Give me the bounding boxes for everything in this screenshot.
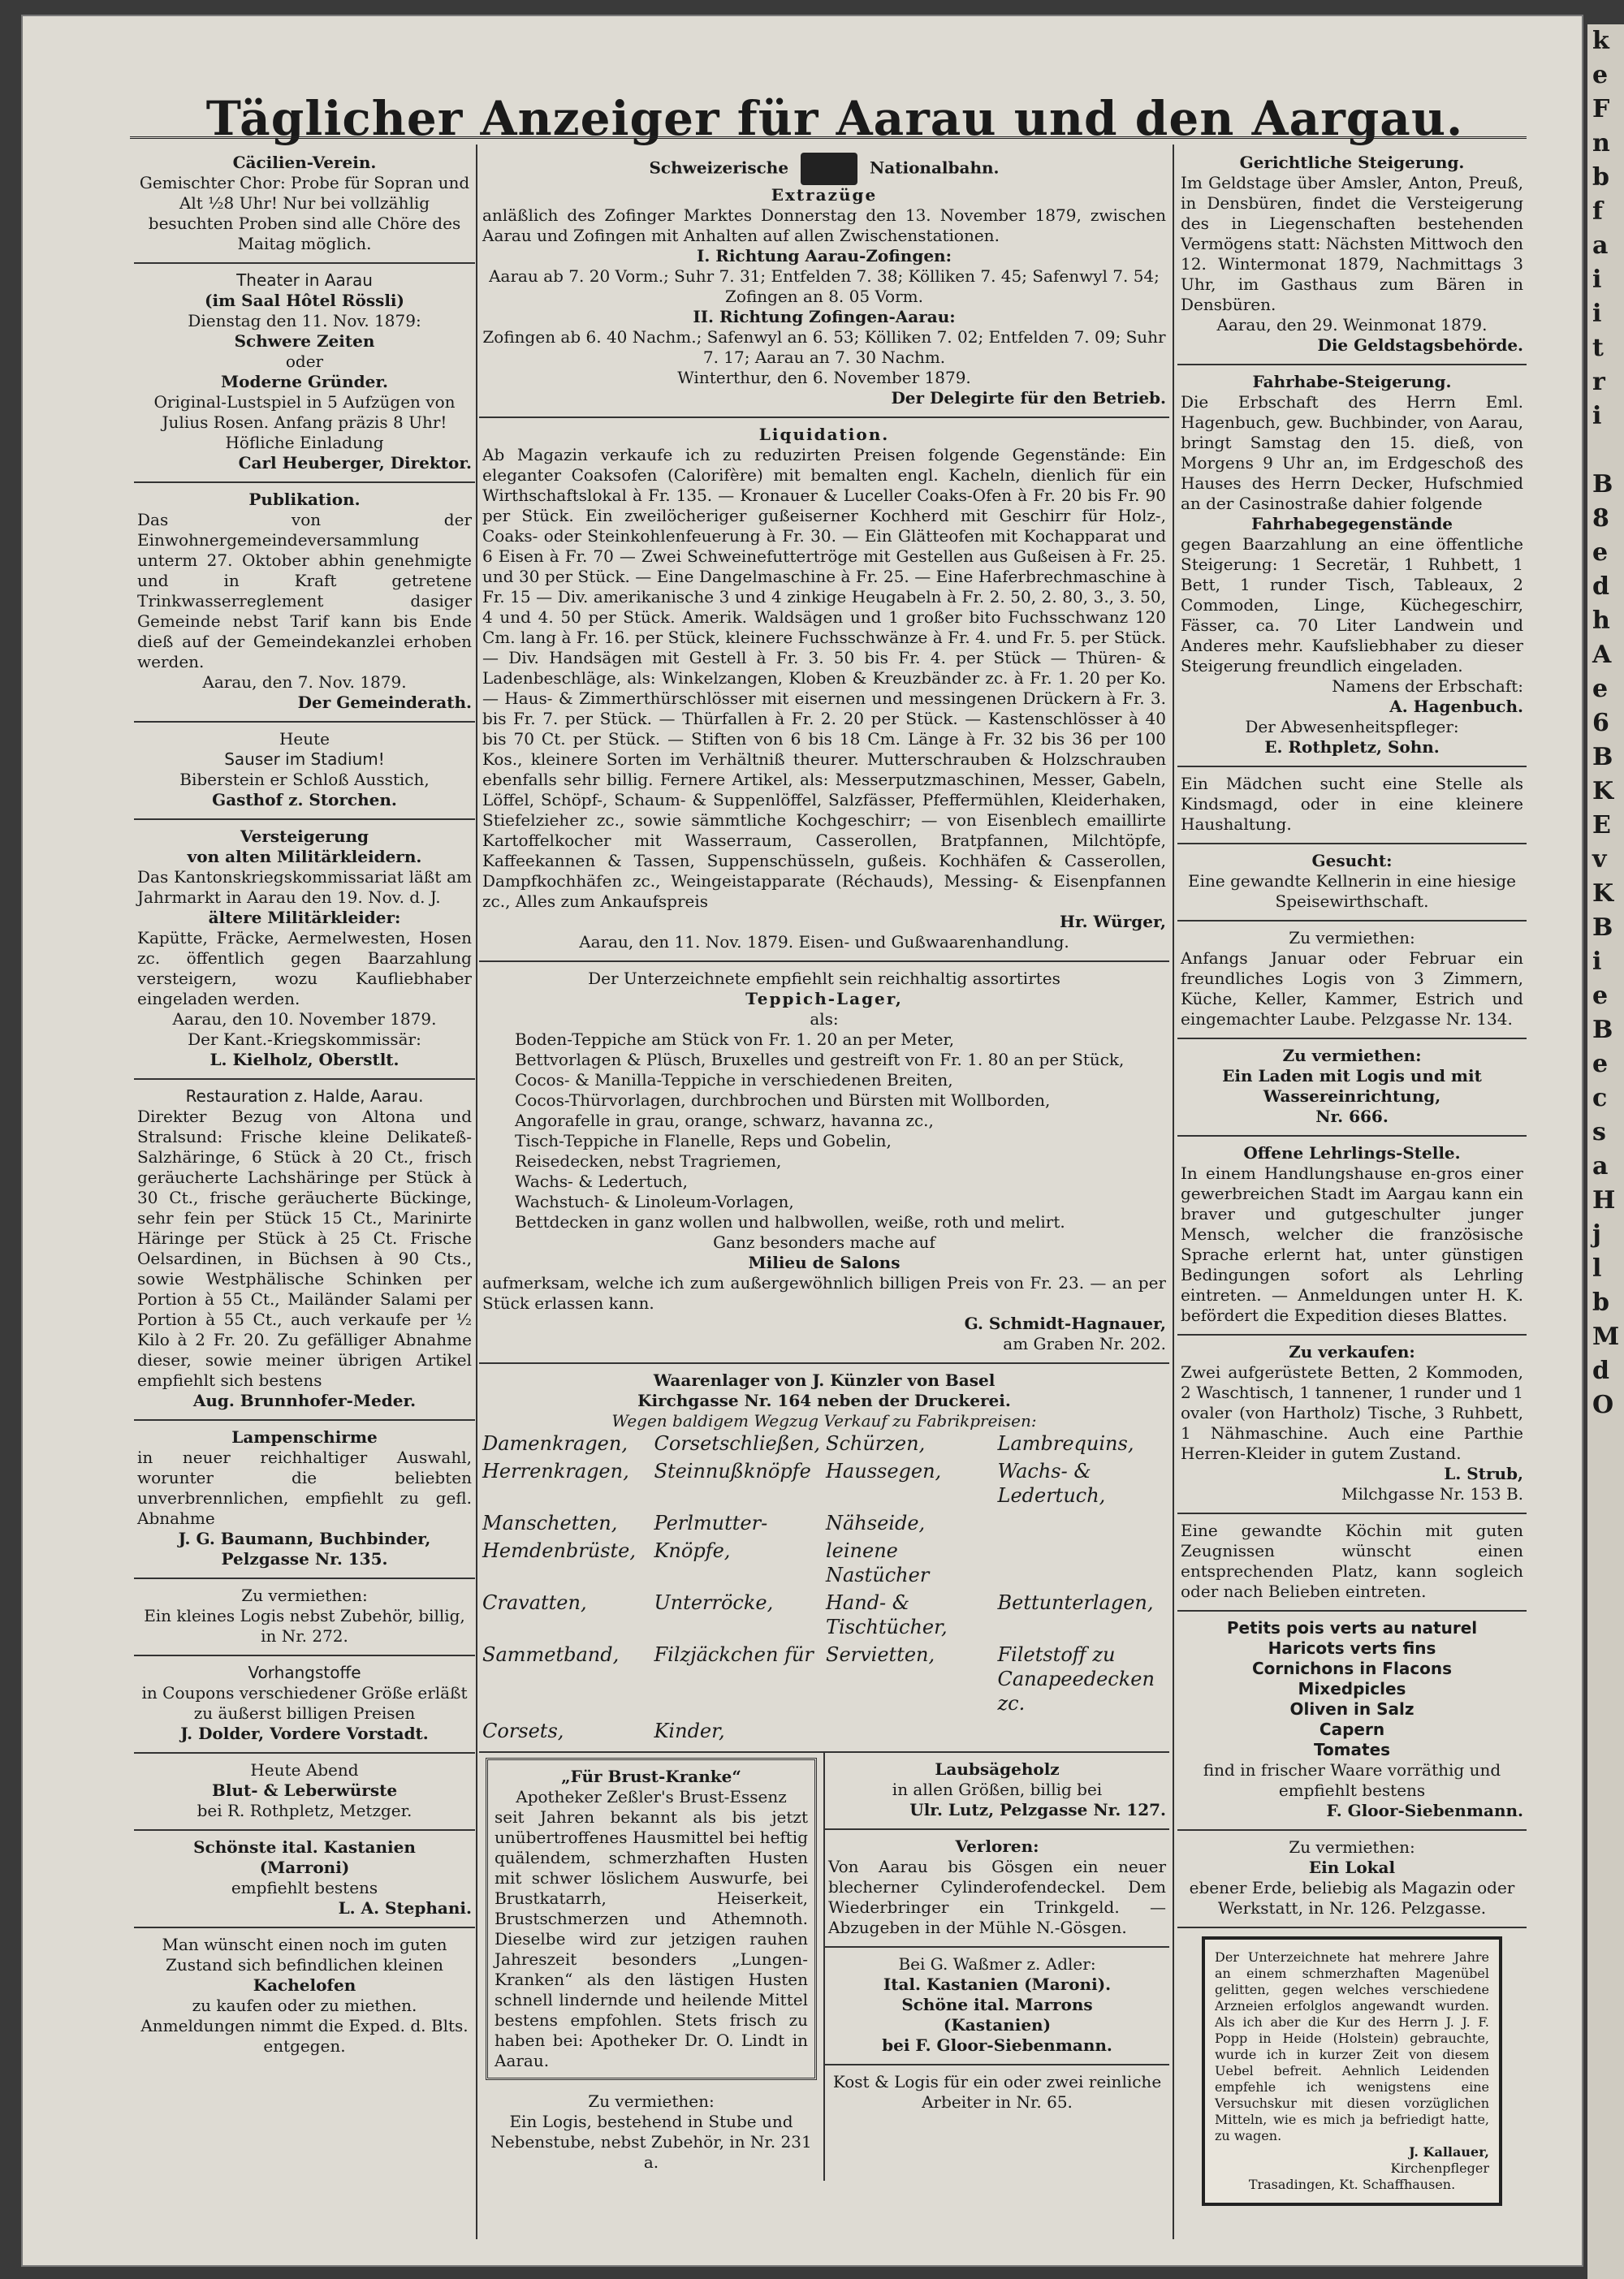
ad-heading: ältere Militärkleider: [208, 908, 401, 927]
ad-title: Theater in Aarau [236, 270, 373, 290]
ad-signature: L. Kielholz, Oberstlt. [209, 1050, 400, 1069]
ad-caecilien [134, 146, 475, 264]
ad-title: Zu vermiethen: [241, 1586, 368, 1605]
edge-letter: v [1592, 845, 1607, 874]
edge-letter: i [1592, 300, 1602, 328]
list-item: Cocos- & Manilla-Teppiche in verschiedenen Breiten, [515, 1070, 953, 1090]
ad-text: empfiehlt bestens [231, 1878, 378, 1897]
ad-signature: J. Dolder, Vordere Vorstadt. [180, 1724, 429, 1743]
ad-headline: Liquidation. [758, 425, 890, 444]
goods-item: Herrenkragen, [482, 1460, 629, 1483]
ad-kost [825, 2065, 1169, 2121]
ad-lokal [1177, 1831, 1527, 1928]
edge-letter: e [1592, 61, 1609, 89]
goods-item: Nähseide, [826, 1512, 926, 1534]
ad-text: als: [810, 1009, 839, 1029]
ad-signature: Der Gemeinderath. [297, 693, 472, 712]
ad-heading: Milieu de Salons [748, 1253, 901, 1272]
edge-letter: r [1592, 368, 1605, 396]
edge-letter: 6 [1592, 709, 1609, 737]
ad-liquidation [479, 418, 1169, 962]
edge-letter: j [1592, 1220, 1601, 1249]
goods-item: Wachs- & Ledertuch, [997, 1460, 1106, 1507]
ad-text: anläßlich des Zofinger Marktes Donnerstag den 13. November 1879, zwischen Aarau und Zofingen mit Anhalten auf allen Zwischenstationen. [482, 205, 1166, 245]
ad-text: Im Geldstage über Amsler, Anton, Preuß, in Densbüren, findet die Versteigerung des in Liegenschaften bestehenden Vermögens statt: Nächsten Mittwoch den 12. Wintermonat 1879, Nachmittags 3 Uhr, im Gasthaus zum Bären in Densbüren. [1181, 173, 1523, 314]
ad-text: zu kaufen oder zu miethen. Anmeldungen nimmt die Exped. d. Blts. entgegen. [140, 1996, 469, 2056]
list-item: Cocos-Thürvorlagen, durchbrochen und Bürsten mit Wollborden, [515, 1090, 1051, 1110]
list-item: Bettdecken in ganz wollen und halbwollen, weiße, roth und melirt. [515, 1212, 1065, 1232]
ad-signature: Carl Heuberger, Direktor. [238, 453, 472, 473]
edge-letter: i [1592, 402, 1602, 430]
ad-title: Offene Lehrlings-Stelle. [1243, 1143, 1461, 1163]
ad-publikation [134, 483, 475, 723]
ad-text: Ganz besonders mache auf [713, 1232, 935, 1252]
ad-title-2: Nationalbahn. [870, 158, 1000, 178]
ad-heading: Fahrhabegegenstände [1250, 514, 1453, 533]
ad-text: Kost & Logis für ein oder zwei reinliche Arbeiter in Nr. 65. [832, 2072, 1162, 2112]
ad-koechin [1177, 1514, 1527, 1612]
goods-item: Schürzen, [826, 1432, 926, 1455]
ad-signature: Ulr. Lutz, Pelzgasse Nr. 127. [909, 1800, 1166, 1819]
masthead: Täglicher Anzeiger für Aarau und den Aargau. [205, 91, 1464, 146]
goods-item: Corsets, [482, 1720, 564, 1742]
list-item: Cornichons in Flacons [1251, 1659, 1453, 1678]
edge-letter: e [1592, 1050, 1609, 1078]
ad-text: Eine gewandte Köchin mit guten Zeugnissen wünscht einen entsprechenden Platz, kann sogleich oder nach Belieben eintreten. [1181, 1521, 1523, 1601]
edge-letter: h [1592, 606, 1610, 635]
ad-text: Ab Magazin verkaufe ich zu reduzirten Preisen folgende Gegenstände: Ein eleganter Coaksofen (Calorifère) mit bemalten engl. Kacheln, dienlich für ein Wirthschaftslokal à Fr. 135. — Kronauer & Luceller Coaks-Ofen à Fr. 20 bis Fr. 90 per Stück. Ein zweilöcheriger gußeiserner Kochherd mit Geschirr für Holz-, Coaks- oder Steinkohlenfeuerung à Fr. 30. — Ein Glätteofen mit Kochapparat und 6 Eisen à Fr. 70 — Zwei Schweinefuttertröge mit Gestellen aus Gußeisen à Fr. 25. und 30 per Stück. — Eine Dangelmaschine à Fr. 25. — Eine Haferbrechmaschine à Fr. 15 — Div. amerikanische 3 und 4 zinkige Heugabeln à Fr. 2. 50, 2. 80, 3., 3. 50, 4 und 4. 50 per Stück. Amerik. Waldsägen und 1 großer bito Fuchsschwanz 120 Cm. lang à Fr. 16. per Stück, kleinere Fuchsschwänze à Fr. 4. und Fr. 5. per Stück. — Div. Handsägen mit Gestell à Fr. 3. 50 bis Fr. 4. per Stück — Thüren- & Ladenbeschläge, als: Winkelzangen, Kloben & Kreuzbänder zc. à Fr. 1. 20 per Ko. — Haus- & Zimmerthürschlösser mit eisernen und messingenen Drückern à Fr. 3. bis Fr. 7. per Stück. — Thürfallen à Fr. 2. 20 per Stück. — Kastenschlösser à 40 bis 70 Ct. per Stück. — Stiften von 6 bis 18 Cm. Länge à Fr. 32 bis 36 per 100 Kos., kleinere Sorten im Verhältniß theurer. Mutterschrauben & Holzschrauben ebenfalls sehr billig. Fernere Artikel, als: Messerputzmaschinen, Messer, Gabeln, Löffel, Schöpf-, Schaum- & Suppenlöffel, Salzfässer, Pfeffermühlen, Kleiderhaken, Stiefelzieher zc., sowie sämmtliche Kochgeschirr; — von Eisenblech emaillirte Kartoffelkocher mit Wasserraum, Casserollen, Bratpfannen, Milchtöpfe, Kaffeekannen & Tassen, Suppenschüsseln, gußeis. Kochhäfen & Casserollen, Dampfkochhäfen zc., Weingeistapparate (Réchauds), Messing- & Eisenpfannen zc., Alles zum Ankaufspreis [482, 445, 1166, 911]
ad-heading: Ein Lokal [1308, 1858, 1396, 1877]
ad-halde [134, 1080, 475, 1421]
ad-kastanien [134, 1831, 475, 1928]
play-title-2: Moderne Gründer. [220, 372, 389, 391]
ad-title-2: Schöne ital. Marrons [901, 1995, 1093, 2014]
ad-text: Von Aarau bis Gösgen ein neuer blecherner Cylinderofendeckel. Dem Wiederbringer ein Trinkgeld. — Abzugeben in der Mühle N.-Gösgen. [828, 1857, 1166, 1937]
goods-item: Lambrequins, [997, 1432, 1134, 1455]
edge-letter: l [1592, 1254, 1602, 1283]
edge-letter: A [1592, 641, 1612, 669]
ad-title: Restauration z. Halde, Aarau. [185, 1086, 424, 1106]
route-heading: II. Richtung Zofingen-Aarau: [693, 307, 956, 326]
edge-letter: B [1592, 470, 1613, 499]
ad-nationalbahn [479, 146, 1169, 418]
ad-title: Verloren: [955, 1837, 1039, 1856]
ad-maroni [825, 1948, 1169, 2065]
ad-text: Direkter Bezug von Altona und Stralsund: Frische kleine Delikateß-Salzhäringe, 6 Stück à 20 Ct., frisch geräucherte Lachshäringe per Stück à 30 Ct., frische geräucherte Bückinge, sehr fein per Stück 15 Ct., Marinirte Häringe per Stück à 25 Ct. Frische Oelsardinen, in Büchsen à 90 Cts., sowie Westphälische Schinken per Portion à 55 Ct., Mailänder Salami per Portion à 55 Ct., auch verkaufe per ½ Kilo à 2 Fr. 20. Zu gefälliger Abnahme dieser, sowie meiner übrigen Artikel empfiehlt sich bestens [137, 1107, 472, 1390]
ad-address: am Graben Nr. 202. [1003, 1334, 1166, 1353]
ad-headline: Teppich-Lager, [745, 989, 903, 1008]
edge-letter: K [1592, 777, 1614, 805]
edge-letter: e [1592, 538, 1609, 567]
ad-signature: J. Kallauer, [1409, 2144, 1489, 2160]
ad-brust [486, 1758, 817, 2080]
edge-letter: B [1592, 743, 1613, 771]
edge-letter: a [1592, 1152, 1609, 1181]
goods-item: Damenkragen, [482, 1432, 628, 1455]
ad-role: Namens der Erbschaft: [1332, 676, 1523, 696]
edge-letter: i [1592, 947, 1602, 976]
ad-text: Biberstein er Schloß Ausstich, [179, 770, 430, 789]
ad-headline: Extrazüge [771, 185, 878, 205]
ad-text: In einem Handlungshause en-gros einer gewerbreichen Stadt im Aargau kann ein braver und gutgeschulter junger Mensch, welcher die französische Sprache erlernt hat, unter günstigen Bedingungen sofort als Lehrling eintreten. — Anmeldungen unter H. K. befördert die Expedition dieses Blattes. [1181, 1163, 1523, 1325]
adjacent-page-edge [1587, 24, 1624, 2279]
bottom-left [479, 1753, 825, 2181]
edge-letter: d [1592, 572, 1609, 601]
ad-text: gegen Baarzahlung an eine öffentliche Steigerung: 1 Secretär, 1 Ruhbett, 1 Bett, 1 runder Tisch, Tableaux, 2 Commoden, Linge, Küchegeschirr, Fässer, ca. 70 Liter Landwein und Anderes mehr. Kaufsliebhaber zu dieser Steigerung freundlich eingeladen. [1181, 534, 1523, 675]
ad-blut [134, 1754, 475, 1831]
edge-letter: k [1592, 27, 1609, 55]
ad-date: Aarau, den 11. Nov. 1879. [579, 932, 794, 952]
bottom-right [825, 1753, 1169, 2181]
ad-laden [1177, 1039, 1527, 1137]
ad-text: in allen Größen, billig bei [892, 1780, 1103, 1799]
ad-title: „Für Brust-Kranke“ [561, 1767, 741, 1786]
list-item: Reisedecken, nebst Tragriemen, [515, 1151, 782, 1171]
edge-letter: K [1592, 879, 1614, 908]
ad-text: in Coupons verschiedener Größe erläßt zu äußerst billigen Preisen [141, 1683, 468, 1723]
ad-text: Ein Logis, bestehend in Stube und Nebenstube, nebst Zubehör, in Nr. 231 a. [490, 2112, 812, 2172]
carpet-list [482, 1029, 1166, 1232]
ad-title: Cäcilien-Verein. [232, 153, 377, 172]
ad-title: Fahrhabe-Steigerung. [1252, 372, 1452, 391]
ad-text: Original-Lustspiel in 5 Aufzügen von Julius Rosen. Anfang präzis 8 Uhr! Höfliche Einladung [153, 392, 456, 452]
edge-letter: d [1592, 1357, 1609, 1385]
ad-title: Zu verkaufen: [1289, 1342, 1415, 1362]
ad-signature: F. Gloor-Siebenmann. [1326, 1801, 1523, 1820]
list-item: Oliven in Salz [1289, 1699, 1415, 1719]
ad-text: Der Unterzeichnete empfiehlt sein reichhaltig assortirtes [588, 969, 1060, 988]
edge-letter: F [1592, 95, 1610, 123]
goods-item: Unterröcke, [654, 1591, 774, 1614]
ad-text: in neuer reichhaltiger Auswahl, worunter die beliebten unverbrennlichen, empfiehlt zu gefl. Abnahme [137, 1448, 472, 1528]
ad-title: Gerichtliche Steigerung. [1239, 153, 1465, 172]
ad-laubsaege [825, 1753, 1169, 1830]
edge-letter: b [1592, 163, 1609, 192]
list-item: Capern [1319, 1720, 1385, 1739]
ad-lampen [134, 1421, 475, 1579]
ad-subtitle: Kirchgasse Nr. 164 neben der Druckerei. [637, 1391, 1011, 1410]
ad-kallauer [1202, 1936, 1502, 2206]
edge-letter: s [1592, 1118, 1606, 1146]
column-left [134, 146, 475, 2249]
ad-signature: bei F. Gloor-Siebenmann. [882, 2035, 1112, 2055]
list-item: Petits pois verts au naturel [1226, 1618, 1478, 1638]
ad-role: Eisen- und Gußwaarenhandlung. [798, 932, 1069, 952]
list-item: Haricots verts fins [1268, 1638, 1436, 1658]
ad-subtitle-2: Wegen baldigem Wegzug Verkauf zu Fabrikpreisen: [611, 1411, 1037, 1431]
edge-letter: E [1592, 811, 1611, 840]
ad-vermiethen-3 [1177, 922, 1527, 1039]
ad-vermiethen-2 [479, 2085, 823, 2181]
ad-fahrhabe [1177, 365, 1527, 767]
locomotive-icon [801, 153, 857, 185]
goods-grid [482, 1431, 1166, 1743]
ad-title: Zu vermiethen: [1289, 1837, 1415, 1857]
ad-kuenzler [479, 1364, 1169, 1753]
ad-text: Nr. 666. [1315, 1107, 1389, 1126]
ad-text: Kapütte, Fräcke, Aermelwesten, Hosen zc. öffentlich gegen Baarzahlung versteigern, wozu Kaufliebhaber eingeladen werden. [137, 928, 472, 1008]
bottom-split [479, 1753, 1169, 2181]
ad-sauser [134, 723, 475, 820]
goods-item: Corsetschließen, [654, 1432, 821, 1455]
goods-item: Hemdenbrüste, [482, 1539, 636, 1562]
ad-gesucht [1177, 844, 1527, 922]
route-times: Zofingen ab 6. 40 Nachm.; Safenwyl an 6. 53; Kölliken 7. 02; Entfelden 7. 09; Suhr 7. 17; Aarau an 7. 30 Nachm. [482, 327, 1166, 367]
masthead-rule [130, 136, 1527, 139]
ad-text: aufmerksam, welche ich zum außergewöhnlich billigen Preis von Fr. 23. — an per Stück erlassen kann. [482, 1273, 1166, 1313]
ad-text: Das von der Einwohnergemeindeversammlung unterm 27. Oktober abhin genehmigte und in Kraft getretene Trinkwasserreglement dasiger Gemeinde nebst Tarif kann bis Ende dieß auf der Gemeindekanzlei erhoben werden. [137, 510, 472, 671]
edge-letter: i [1592, 265, 1602, 294]
column-rule [476, 145, 477, 2239]
goods-item: Sammetband, [482, 1643, 620, 1666]
ad-title: Vorhangstoffe [248, 1663, 361, 1682]
ad-date: Aarau, den 7. Nov. 1879. [202, 672, 407, 692]
ad-title: Ital. Kastanien (Maroni). [883, 1975, 1112, 1994]
ad-versteigerung [134, 820, 475, 1080]
list-item: Boden-Teppiche am Stück von Fr. 1. 20 an per Meter, [515, 1029, 955, 1049]
ad-date: Dienstag den 11. Nov. 1879: [188, 311, 421, 330]
ad-title-2: von alten Militärkleidern. [187, 847, 422, 866]
edge-letter: M [1592, 1323, 1620, 1351]
ad-title: Zu vermiethen: [588, 2091, 715, 2111]
play-title: Schwere Zeiten [234, 331, 375, 351]
ad-role: Kirchenpfleger [1390, 2160, 1489, 2176]
goods-item: Manschetten, [482, 1512, 618, 1534]
ad-role: Der Kant.-Kriegskommissär: [188, 1029, 421, 1049]
list-item: Wachs- & Ledertuch, [515, 1172, 689, 1191]
ad-title: Waarenlager von J. Künzler von Basel [653, 1370, 996, 1390]
column-rule [1173, 145, 1174, 2239]
ad-signature: Aug. Brunnhofer-Meder. [192, 1391, 417, 1410]
goods-item: Kinder, [654, 1720, 725, 1742]
edge-letter: a [1592, 231, 1609, 260]
ad-vermiethen-1 [134, 1579, 475, 1656]
ad-subtitle: (Kastanien) [943, 2015, 1052, 2035]
ad-signature: E. Rothpletz, Sohn. [1264, 737, 1440, 757]
ad-text: bei R. Rothpletz, Metzger. [197, 1801, 412, 1820]
list-item: Bettvorlagen & Plüsch, Bruxelles und gestreift von Fr. 1. 80 an per Stück, [515, 1050, 1125, 1069]
ad-title: Blut- & Leberwürste [211, 1780, 398, 1800]
edge-letter: B [1592, 1016, 1613, 1044]
ad-role: Der Abwesenheitspfleger: [1245, 717, 1459, 736]
goods-item: Knöpfe, [654, 1539, 731, 1562]
ad-text: Heute Abend [250, 1760, 359, 1780]
ad-title: Publikation. [248, 490, 361, 509]
list-item: Tomates [1313, 1740, 1391, 1759]
ad-title: Laubsägeholz [935, 1759, 1060, 1779]
ad-signature: L. Strub, [1444, 1464, 1523, 1483]
ad-petits [1177, 1612, 1527, 1831]
ad-signature: L. A. Stephani. [338, 1898, 472, 1918]
column-middle [479, 146, 1169, 2249]
list-item: Mixedpicles [1298, 1679, 1406, 1698]
ad-address: Milchgasse Nr. 153 B. [1341, 1484, 1523, 1504]
list-item: Angorafelle in grau, orange, schwarz, havanna zc., [515, 1111, 934, 1130]
ad-maedchen [1177, 767, 1527, 844]
ad-title: Versteigerung [240, 827, 369, 846]
edge-letter: 8 [1592, 504, 1609, 533]
goods-item: Perlmutter- [654, 1512, 768, 1534]
ad-text: Bei G. Waßmer z. Adler: [898, 1954, 1096, 1974]
edge-letter: t [1592, 334, 1604, 362]
edge-letter: n [1592, 129, 1610, 158]
ad-signature: Gasthof z. Storchen. [212, 790, 397, 809]
ad-title: Schweizerische [649, 158, 789, 178]
ad-subtitle: (Marroni) [259, 1858, 350, 1877]
goods-item: Filetstoff zu Canapeedecken zc. [997, 1643, 1155, 1715]
ad-signature: G. Schmidt-Hagnauer, [964, 1314, 1166, 1333]
ad-signature: A. Hagenbuch. [1389, 697, 1523, 716]
ad-gericht [1177, 146, 1527, 365]
ad-date: Winterthur, den 6. November 1879. [677, 368, 971, 387]
route-heading: I. Richtung Aarau-Zofingen: [697, 246, 952, 265]
ad-text: Die Erbschaft des Herrn Eml. Hagenbuch, gew. Buchbinder, von Aarau, bringt Samstag den 15. dieß, von Morgens 9 Uhr an, im Erdgeschoß des Hauses des Herrn Decker, Hufschmied an der Casinostraße dahier folgende [1181, 392, 1523, 513]
ad-teppich [479, 962, 1169, 1364]
goods-item: Steinnußknöpfe [654, 1460, 811, 1483]
list-item: Wachstuch- & Linoleum-Vorlagen, [515, 1192, 794, 1211]
ad-text: Ein kleines Logis nebst Zubehör, billig, in Nr. 272. [144, 1606, 465, 1646]
list-item: Tisch-Teppiche in Flanelle, Reps und Gobelin, [515, 1131, 892, 1150]
ad-signature: Hr. Würger, [1059, 912, 1166, 931]
edge-letter: B [1592, 913, 1613, 942]
ad-signature: Die Geldstagsbehörde. [1317, 335, 1523, 355]
edge-letter: e [1592, 675, 1609, 703]
edge-letter: e [1592, 982, 1609, 1010]
ad-verkaufen [1177, 1336, 1527, 1514]
ad-subtitle: Apotheker Zeßler's Brust-Essenz [516, 1787, 787, 1806]
ad-date: Aarau, den 10. November 1879. [172, 1009, 437, 1029]
edge-letter: H [1592, 1186, 1616, 1215]
ad-text: Eine gewandte Kellnerin in eine hiesige Speisewirthschaft. [1188, 871, 1516, 911]
ad-signature: J. G. Baumann, Buchbinder, Pelzgasse Nr. 135. [178, 1529, 431, 1569]
ad-theater [134, 264, 475, 483]
goods-item: leinene Nastücher [826, 1539, 930, 1586]
ad-title: Gesucht: [1311, 851, 1393, 870]
ad-lehrling [1177, 1137, 1527, 1336]
ad-title: Lampenschirme [231, 1427, 378, 1447]
goods-item [998, 1539, 1167, 1587]
goods-item: Filzjäckchen für [654, 1643, 814, 1666]
ad-subtitle: (im Saal Hôtel Rössli) [204, 291, 404, 310]
edge-letter [1587, 434, 1624, 468]
ad-text: Heute [279, 729, 330, 749]
ad-title: Sauser im Stadium! [224, 749, 385, 769]
ad-title: Zu vermiethen: [1282, 1046, 1422, 1065]
column-right [1177, 146, 1527, 2249]
ad-text: oder [285, 352, 324, 371]
ad-text: Ein Mädchen sucht eine Stelle als Kindsmagd, oder in eine kleinere Haushaltung. [1181, 774, 1523, 834]
ad-text: find in frischer Waare vorräthig und empfiehlt bestens [1203, 1760, 1501, 1800]
ad-title: Zu vermiethen: [1289, 928, 1415, 947]
edge-letter: b [1592, 1288, 1609, 1317]
edge-letter: c [1592, 1084, 1608, 1112]
ad-text: Das Kantonskriegskommissariat läßt am Jahrmarkt in Aarau den 19. Nov. d. J. [137, 867, 472, 907]
ad-kachelofen [134, 1928, 475, 2065]
goods-item [998, 1511, 1167, 1535]
route-times: Aarau ab 7. 20 Vorm.; Suhr 7. 31; Entfelden 7. 38; Kölliken 7. 45; Safenwyl 7. 54; Zofingen an 8. 05 Vorm. [489, 266, 1160, 306]
ad-text: Anfangs Januar oder Februar ein freundliches Logis von 3 Zimmern, Küche, Keller, Kammer, Estrich und eingemachter Laube. Pelzgasse Nr. 134. [1181, 948, 1523, 1029]
ad-text: Gemischter Chor: Probe für Sopran und Alt ½8 Uhr! Nur bei vollzählig besuchten Proben sind alle Chöre des Maitag möglich. [139, 173, 470, 253]
goods-item: Hand- & Tischtücher, [826, 1591, 948, 1638]
ad-text: ebener Erde, beliebig als Magazin oder Werkstatt, in Nr. 126. Pelzgasse. [1189, 1878, 1515, 1918]
ad-heading: Ein Laden mit Logis und mit Wassereinrichtung, [1222, 1066, 1482, 1106]
ad-date: Aarau, den 29. Weinmonat 1879. [1216, 315, 1488, 335]
goods-item: Cravatten, [482, 1591, 587, 1614]
ad-text: Der Unterzeichnete hat mehrere Jahre an einem schmerzhaften Magenübel gelitten, gegen welches verschiedene Arzneien erfolglos angewandt wurden. Als ich aber die Kur des Herrn J. J. F. Popp in Heide (Holstein) gebrauchte, wurde ich in kurzer Zeit von diesem Uebel befreit. Aehnlich Leidenden empfehle ich wenigstens eine Versuchskur mit diesen vorzüglichen Mitteln, wie es mich ja befriedigt hatte, zu wagen. [1215, 1949, 1489, 2143]
ad-text: Man wünscht einen noch im guten Zustand sich befindlichen kleinen [162, 1935, 447, 1975]
ad-text: Zwei aufgerüstete Betten, 2 Kommoden, 2 Waschtisch, 1 tannener, 1 runder und 1 ovaler (von Hartholz) Tische, 3 Ruhbett, 1 Nähmaschine. Auch eine Parthie Herren-Kleider in gutem Zustand. [1181, 1362, 1523, 1463]
ad-title: Kachelofen [253, 1975, 356, 1995]
ad-signature: Der Delegirte für den Betrieb. [891, 388, 1166, 408]
ad-vorhang [134, 1656, 475, 1754]
goods-item: Bettunterlagen, [997, 1591, 1154, 1614]
ad-title: Schönste ital. Kastanien [193, 1837, 416, 1857]
ad-text: seit Jahren bekannt als bis jetzt unübertroffenes Hausmittel bei heftig quälendem, schmerzhaften Husten mit schwer löslichem Auswurfe, bei Brustkatarrh, Heiserkeit, Brustschmerzen und Athemnoth. Dieselbe wird zur jetzigen rauhen Jahreszeit besonders „Lungen-Kranken“ als den lästigen Husten schnell lindernde und heilende Mittel bestens empfohlen. Stets frisch zu haben bei: Apotheker Dr. O. Lindt in Aarau. [495, 1807, 808, 2070]
ad-address: Trasadingen, Kt. Schaffhausen. [1248, 2177, 1456, 2192]
edge-letter: O [1592, 1391, 1614, 1419]
edge-letter: f [1592, 197, 1603, 226]
ad-verloren [825, 1830, 1169, 1948]
goods-item: Servietten, [826, 1643, 935, 1666]
goods-item: Haussegen, [826, 1460, 942, 1483]
